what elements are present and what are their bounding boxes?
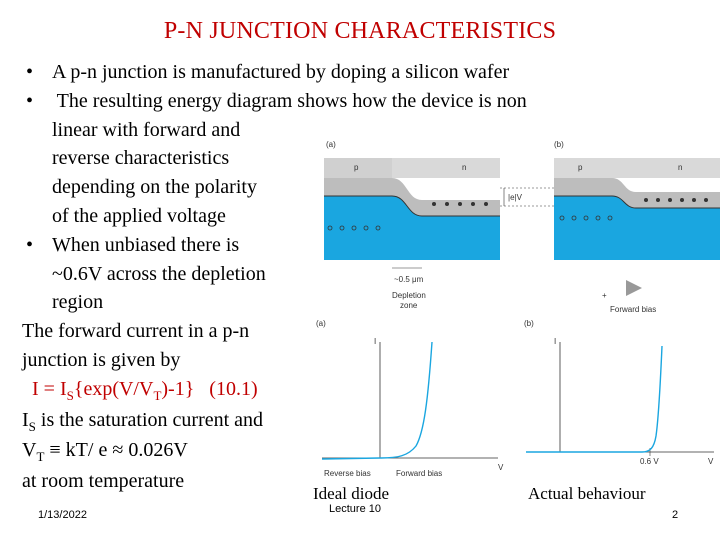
p-label-right: p <box>578 163 583 172</box>
equation-sub-t: T <box>153 387 162 403</box>
label-b-bottom: (b) <box>524 319 534 328</box>
battery-icon <box>626 280 642 296</box>
forward-bias-label: Forward bias <box>396 469 443 478</box>
n-label-right: n <box>678 163 683 172</box>
footer-date: 1/13/2022 <box>38 509 87 521</box>
actual-diode-curve <box>526 346 662 452</box>
paragraph-line-5: $V_T \equiv kT/$ e ≈ 0.026V <box>22 439 188 465</box>
junction-figure <box>312 130 720 485</box>
ev-label: |e|V <box>508 193 522 202</box>
paragraph-line-6: at room temperature <box>22 470 185 493</box>
bullet-2-line-3: reverse characteristics <box>52 147 230 170</box>
i-label-right: I <box>554 337 557 346</box>
actual-behaviour-caption: Actual behaviour <box>528 484 646 503</box>
equation-sub-s: S <box>66 387 74 403</box>
bullet-2: • The resulting energy diagram shows how the device is non <box>26 89 527 112</box>
depletion-zone-label-2: zone <box>400 301 418 310</box>
reverse-bias-label: Reverse bias <box>324 469 371 478</box>
band-diagram-forward <box>554 158 720 260</box>
v-label-right: V <box>708 457 714 466</box>
footer-page-number: 2 <box>672 509 679 521</box>
bullet-2-line-4: depending on the polarity <box>52 176 257 199</box>
bullet-3: • When unbiased there is <box>26 233 240 256</box>
equation-part-3: )-1} (10.1) <box>161 377 258 400</box>
bullet-1: • A p-n junction is manufactured by doping a silicon wafer <box>26 61 510 83</box>
point-six-label: 0.6 V <box>640 457 659 466</box>
forward-bias-top-label: Forward bias <box>610 305 657 314</box>
band-diagram-unbiased <box>324 158 500 260</box>
bullet-2-line-2: linear with forward and <box>52 118 241 141</box>
footer-lecture: Lecture 10 <box>329 503 381 515</box>
iv-plot-actual <box>526 337 714 466</box>
equation-part-1: I = I <box>32 377 67 400</box>
i-label-left: I <box>374 337 377 346</box>
equation-part-2: {exp(V/V <box>73 377 154 400</box>
plus-sign: + <box>602 291 607 300</box>
paragraph-line-4: $I_S$ is the saturation current and <box>22 408 264 434</box>
iv-plot-ideal <box>322 337 504 478</box>
label-a-bottom: (a) <box>316 319 326 328</box>
label-a-top: (a) <box>326 140 336 149</box>
depletion-zone-label-1: Depletion <box>392 291 426 300</box>
ideal-diode-caption: Ideal diode <box>313 484 389 503</box>
p-label-left: p <box>354 163 359 172</box>
junction-figure-svg <box>312 130 720 485</box>
label-b-top: (b) <box>554 140 564 149</box>
ideal-diode-curve <box>322 342 432 459</box>
bullet-3-line-2: ~0.6V across the depletion <box>52 262 266 285</box>
depletion-width-label: ~0.5 μm <box>394 275 424 284</box>
n-label-left: n <box>462 163 467 172</box>
bullet-2-line-5: of the applied voltage <box>52 204 226 227</box>
v-label-left: V <box>498 463 504 472</box>
bullet-3-line-3: region <box>52 291 104 314</box>
paragraph-line-2: junction is given by <box>22 348 181 371</box>
slide-title: P-N JUNCTION CHARACTERISTICS <box>163 18 557 44</box>
paragraph-line-1: The forward current in a p-n <box>22 320 250 343</box>
